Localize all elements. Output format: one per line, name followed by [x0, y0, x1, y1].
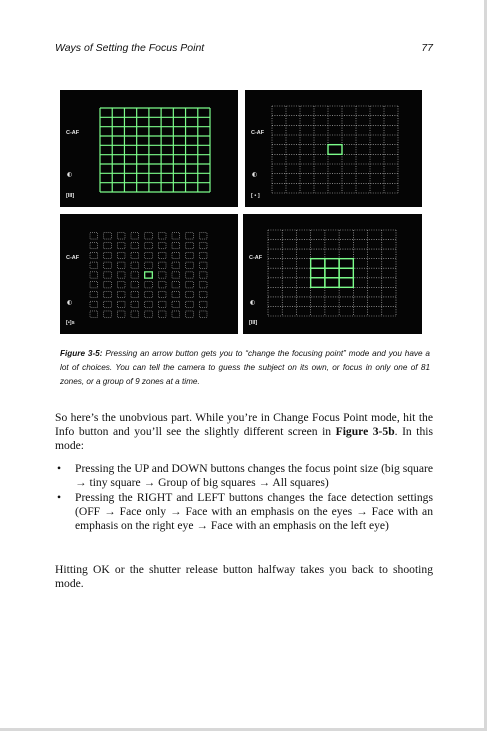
- af-zone: [158, 291, 166, 297]
- af-zone: [104, 252, 112, 258]
- af-zone: [172, 291, 180, 297]
- af-zone: [158, 301, 166, 307]
- selected-af-zone: [145, 272, 153, 278]
- af-mode-label: C-AF: [251, 130, 265, 136]
- caption-text: Pressing an arrow button gets you to “change the focusing point” mode and you have a lot of choices. You can tell the camera to guess the subject on its own, or focus in only one of 81 zones, or a group of 9 zones at a time.: [60, 349, 430, 387]
- af-zone: [172, 311, 180, 317]
- af-size-icon: [III]: [66, 193, 75, 199]
- af-zone: [172, 243, 180, 249]
- af-grid-all: [60, 90, 238, 207]
- af-zone: [90, 243, 98, 249]
- selected-af-zone: [325, 259, 339, 269]
- af-zone: [199, 233, 207, 239]
- bullet-marker: •: [57, 462, 62, 475]
- af-zone: [90, 301, 98, 307]
- af-zone: [199, 243, 207, 249]
- list-item-text: Pressing the RIGHT and LEFT buttons changes the face detection settings (OFF → Face only → Face with an emphasis on the eyes → Face with an emphasis on the right eye → Face with an emphasis on the left eye): [75, 491, 433, 532]
- af-zone: [104, 301, 112, 307]
- af-zone: [117, 262, 125, 268]
- selected-af-zone: [325, 268, 339, 278]
- af-zone: [199, 311, 207, 317]
- af-zone: [131, 282, 139, 288]
- af-grid-group-9: [243, 214, 422, 334]
- af-zone: [186, 252, 194, 258]
- af-zone: [172, 262, 180, 268]
- af-zone: [172, 282, 180, 288]
- af-zone: [145, 282, 153, 288]
- af-zone: [131, 291, 139, 297]
- figure-3-5: [60, 90, 422, 334]
- af-zone: [199, 282, 207, 288]
- af-size-icon: [III]: [249, 320, 258, 326]
- af-zone: [186, 233, 194, 239]
- running-head-title: Ways of Setting the Focus Point: [55, 42, 205, 54]
- face-detect-icon: ◐: [250, 299, 256, 306]
- camera-screen-group-9: [243, 214, 422, 334]
- af-zone: [145, 243, 153, 249]
- af-zone: [104, 291, 112, 297]
- af-zone: [131, 243, 139, 249]
- af-zone: [90, 262, 98, 268]
- af-mode-label: C-AF: [66, 255, 80, 261]
- selected-af-zone: [339, 268, 353, 278]
- af-zone: [158, 311, 166, 317]
- af-size-icon: [ • ]: [251, 193, 260, 199]
- af-zone: [158, 233, 166, 239]
- af-zone: [145, 233, 153, 239]
- af-zone: [131, 262, 139, 268]
- af-zone: [90, 252, 98, 258]
- af-mode-label: C-AF: [66, 130, 80, 136]
- af-zone: [90, 233, 98, 239]
- running-head: [55, 42, 433, 54]
- af-zone: [158, 262, 166, 268]
- af-zone: [186, 301, 194, 307]
- selected-af-zone: [339, 278, 353, 288]
- paragraph-intro-end: . In this mode:: [55, 425, 433, 452]
- af-zone: [145, 252, 153, 258]
- af-zone: [172, 233, 180, 239]
- paragraph-intro-text: So here’s the unobvious part. While you’re in Change Focus Point mode, hit the Info button and you’ll see the slightly different screen in: [55, 411, 433, 438]
- af-zone: [186, 311, 194, 317]
- page-number: 77: [421, 42, 433, 54]
- af-zone: [186, 272, 194, 278]
- list-item-text: Pressing the UP and DOWN buttons changes the focus point size (big square → tiny square → Group of big squares → All squares): [75, 462, 433, 489]
- camera-screen-single-big: [245, 90, 422, 207]
- af-zone: [90, 282, 98, 288]
- af-zone: [158, 272, 166, 278]
- af-zone: [199, 291, 207, 297]
- af-zone: [90, 291, 98, 297]
- instruction-list: [55, 462, 433, 534]
- list-item: [55, 491, 433, 533]
- af-zone: [131, 252, 139, 258]
- af-zone: [158, 282, 166, 288]
- af-grid-single-tiny: [60, 214, 238, 334]
- face-detect-icon: ◐: [67, 171, 73, 178]
- face-detect-icon: ◐: [67, 299, 73, 306]
- face-detect-icon: ◐: [252, 171, 258, 178]
- af-zone: [117, 272, 125, 278]
- selected-af-zone: [311, 278, 325, 288]
- af-zone: [199, 252, 207, 258]
- af-zone: [117, 243, 125, 249]
- af-zone: [131, 233, 139, 239]
- af-zone: [145, 262, 153, 268]
- af-zone: [104, 272, 112, 278]
- figure-reference: Figure 3-5b: [335, 425, 395, 438]
- af-grid-single-big: [245, 90, 422, 207]
- af-zone: [158, 243, 166, 249]
- af-zone: [117, 311, 125, 317]
- af-zone: [186, 262, 194, 268]
- af-zone: [172, 272, 180, 278]
- af-zone: [199, 262, 207, 268]
- af-zone: [90, 272, 98, 278]
- paragraph-intro: [55, 411, 433, 453]
- af-zone: [117, 301, 125, 307]
- selected-af-zone: [311, 259, 325, 269]
- af-zone: [104, 262, 112, 268]
- bullet-marker: •: [57, 491, 62, 504]
- af-zone: [158, 252, 166, 258]
- af-zone: [131, 301, 139, 307]
- camera-screen-single-tiny: [60, 214, 238, 334]
- af-zone: [172, 301, 180, 307]
- af-zone: [145, 311, 153, 317]
- camera-screen-all-squares: [60, 90, 238, 207]
- af-zone: [131, 272, 139, 278]
- af-zone: [104, 233, 112, 239]
- af-zone: [145, 272, 153, 278]
- af-zone: [90, 311, 98, 317]
- figure-caption: [60, 347, 430, 390]
- af-zone: [117, 233, 125, 239]
- af-zone: [117, 252, 125, 258]
- af-zone: [145, 291, 153, 297]
- caption-label: Figure 3-5:: [60, 349, 103, 358]
- selected-af-zone: [328, 145, 342, 155]
- af-zone: [117, 282, 125, 288]
- af-zone: [186, 282, 194, 288]
- selected-af-zone: [325, 278, 339, 288]
- af-zone: [104, 282, 112, 288]
- selected-af-zone: [311, 268, 325, 278]
- af-zone: [145, 301, 153, 307]
- af-zone: [172, 252, 180, 258]
- af-mode-label: C-AF: [249, 255, 263, 261]
- paragraph-closing: Hitting OK or the shutter release button halfway takes you back to shooting mode.: [55, 563, 433, 590]
- af-zone: [131, 311, 139, 317]
- af-zone: [199, 301, 207, 307]
- af-zone: [104, 243, 112, 249]
- selected-af-zone: [339, 259, 353, 269]
- list-item: [55, 462, 433, 490]
- af-zone: [186, 291, 194, 297]
- af-zone: [199, 272, 207, 278]
- af-zone: [186, 243, 194, 249]
- af-size-icon: [•]s: [66, 320, 75, 326]
- af-zone: [117, 291, 125, 297]
- af-zone: [104, 311, 112, 317]
